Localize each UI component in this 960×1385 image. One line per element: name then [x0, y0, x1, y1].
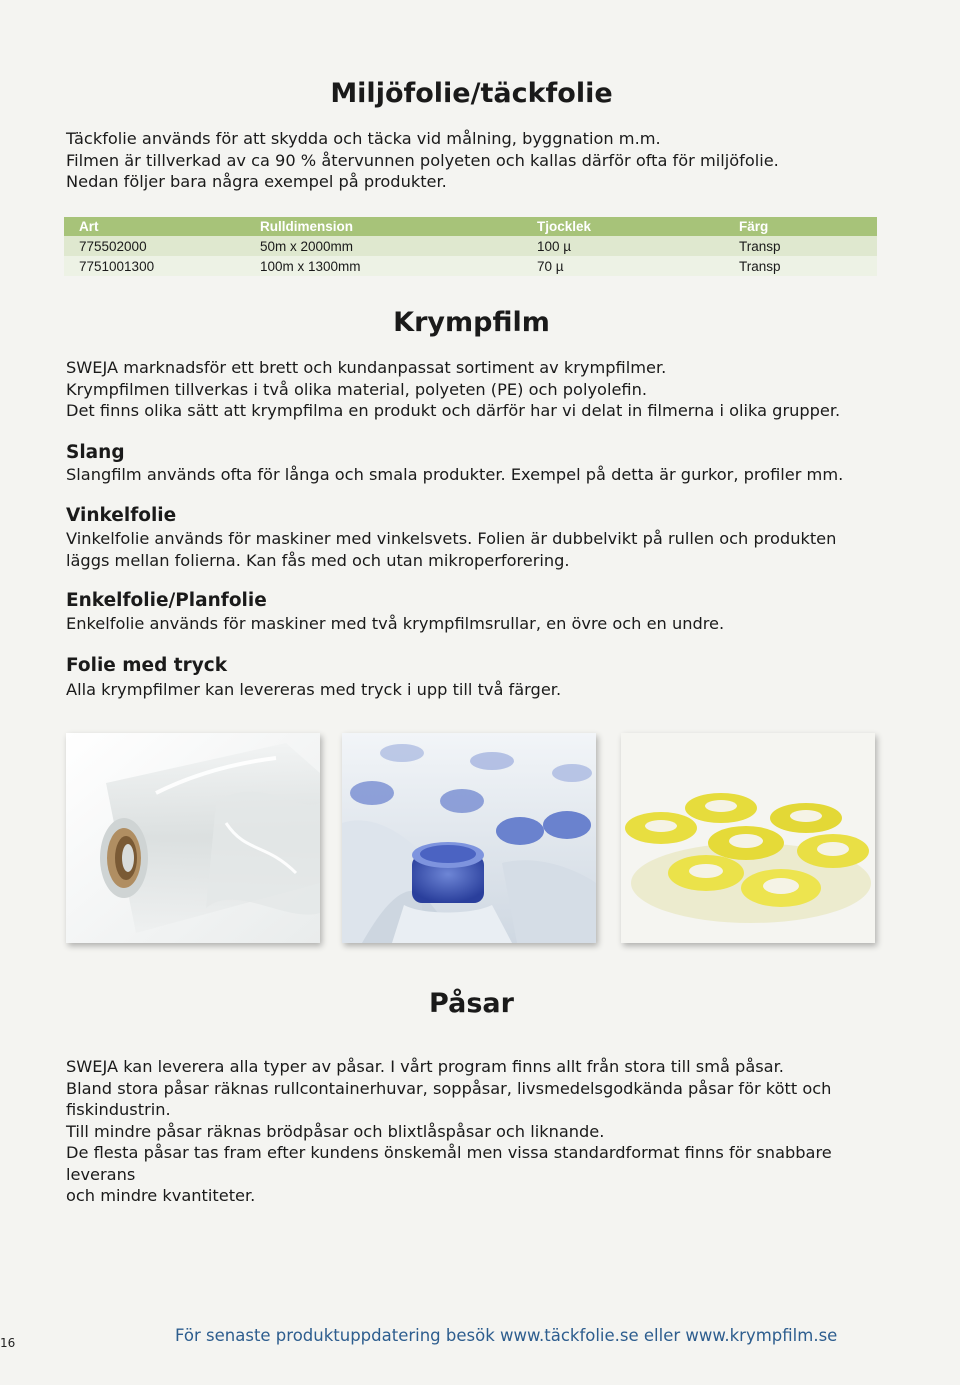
text-line: Slangfilm används ofta för långa och smala produkter. Exempel på detta är gurkor, profiler mm. [66, 465, 844, 484]
table-cell: Transp [739, 238, 781, 254]
text-line: och mindre kvantiteter. [66, 1186, 256, 1205]
column-header-art: Art [79, 219, 99, 234]
text-line: Täckfolie används för att skydda och täcka vid målning, byggnation m.m. [66, 129, 661, 148]
text-line: Vinkelfolie används för maskiner med vinkelsvets. Folien är dubbelvikt på rullen och produkten [66, 529, 837, 548]
pasar-text [66, 1056, 886, 1207]
film-roll-image [66, 733, 320, 943]
table-cell: 50m x 2000mm [260, 238, 354, 254]
bottles-image [342, 733, 596, 943]
folie-med-tryck-text [66, 679, 886, 701]
page-title: Miljöfolie/täckfolie [330, 78, 613, 109]
footer-text: För senaste produktuppdatering besök www.täckfolie.se eller www.krympfilm.se [175, 1326, 838, 1345]
subheading-enkelfolie: Enkelfolie/Planfolie [66, 590, 267, 611]
text-line: Bland stora påsar räknas rullcontainerhuvar, soppåsar, livsmedelsgodkända påsar för kött och [66, 1078, 832, 1098]
text-line: De flesta påsar tas fram efter kundens önskemål men vissa standardformat finns för snabbare leverans [66, 1143, 832, 1184]
slang-text [66, 464, 886, 486]
text-line: fiskindustrin. [66, 1100, 171, 1119]
table-row [64, 256, 877, 276]
subheading-slang: Slang [66, 442, 125, 463]
text-line: Till mindre påsar räknas brödpåsar och blixtlåspåsar och liknande. [66, 1121, 605, 1141]
text-line: Alla krympfilmer kan levereras med tryck i upp till två färger. [66, 680, 562, 699]
text-line: Nedan följer bara några exempel på produkter. [66, 172, 447, 191]
table-cell: 7751001300 [79, 258, 155, 274]
text-line: Det finns olika sätt att krympfilma en produkt och därför har vi delat in filmerna i olika grupper. [66, 401, 841, 420]
bottles-photo [342, 733, 596, 943]
product-table [64, 217, 877, 276]
tape-rolls-image [621, 733, 875, 943]
text-line: Krympfilmen tillverkas i två olika material, polyeten (PE) och polyolefin. [66, 379, 648, 399]
page-number: 16 [0, 1336, 16, 1350]
table-cell: 100m x 1300mm [260, 258, 361, 274]
text-line: SWEJA kan leverera alla typer av påsar. I vårt program finns allt från stora till små påsar. [66, 1057, 784, 1076]
text-line: läggs mellan folierna. Kan fås med och utan mikroperforering. [66, 550, 570, 570]
table-row [64, 236, 877, 256]
subheading-vinkelfolie: Vinkelfolie [66, 505, 177, 526]
table-cell: 100 µ [537, 238, 572, 254]
text-line: Enkelfolie används för maskiner med två krympfilmsrullar, en övre och en undre. [66, 614, 725, 633]
column-header-tjocklek: Tjocklek [537, 219, 592, 234]
table-cell: Transp [739, 258, 781, 274]
vinkelfolie-text [66, 528, 886, 571]
table-header-row [64, 217, 877, 236]
enkelfolie-text [66, 613, 886, 635]
tape-rolls-photo [621, 733, 875, 943]
subheading-folie-med-tryck: Folie med tryck [66, 655, 228, 676]
column-header-rulldimension: Rulldimension [260, 219, 354, 234]
section-title-pasar: Påsar [429, 988, 514, 1019]
intro-text [66, 128, 886, 193]
table-cell: 70 µ [537, 258, 564, 274]
text-line: SWEJA marknadsför ett brett och kundanpassat sortiment av krympfilmer. [66, 358, 667, 377]
film-roll-photo [66, 733, 320, 943]
section-title-krympfilm: Krympfilm [393, 307, 550, 338]
text-line: Filmen är tillverkad av ca 90 % återvunnen polyeten och kallas därför ofta för miljöfolie. [66, 150, 779, 170]
krympfilm-intro [66, 357, 886, 422]
table-cell: 775502000 [79, 238, 147, 254]
column-header-farg: Färg [739, 219, 769, 234]
